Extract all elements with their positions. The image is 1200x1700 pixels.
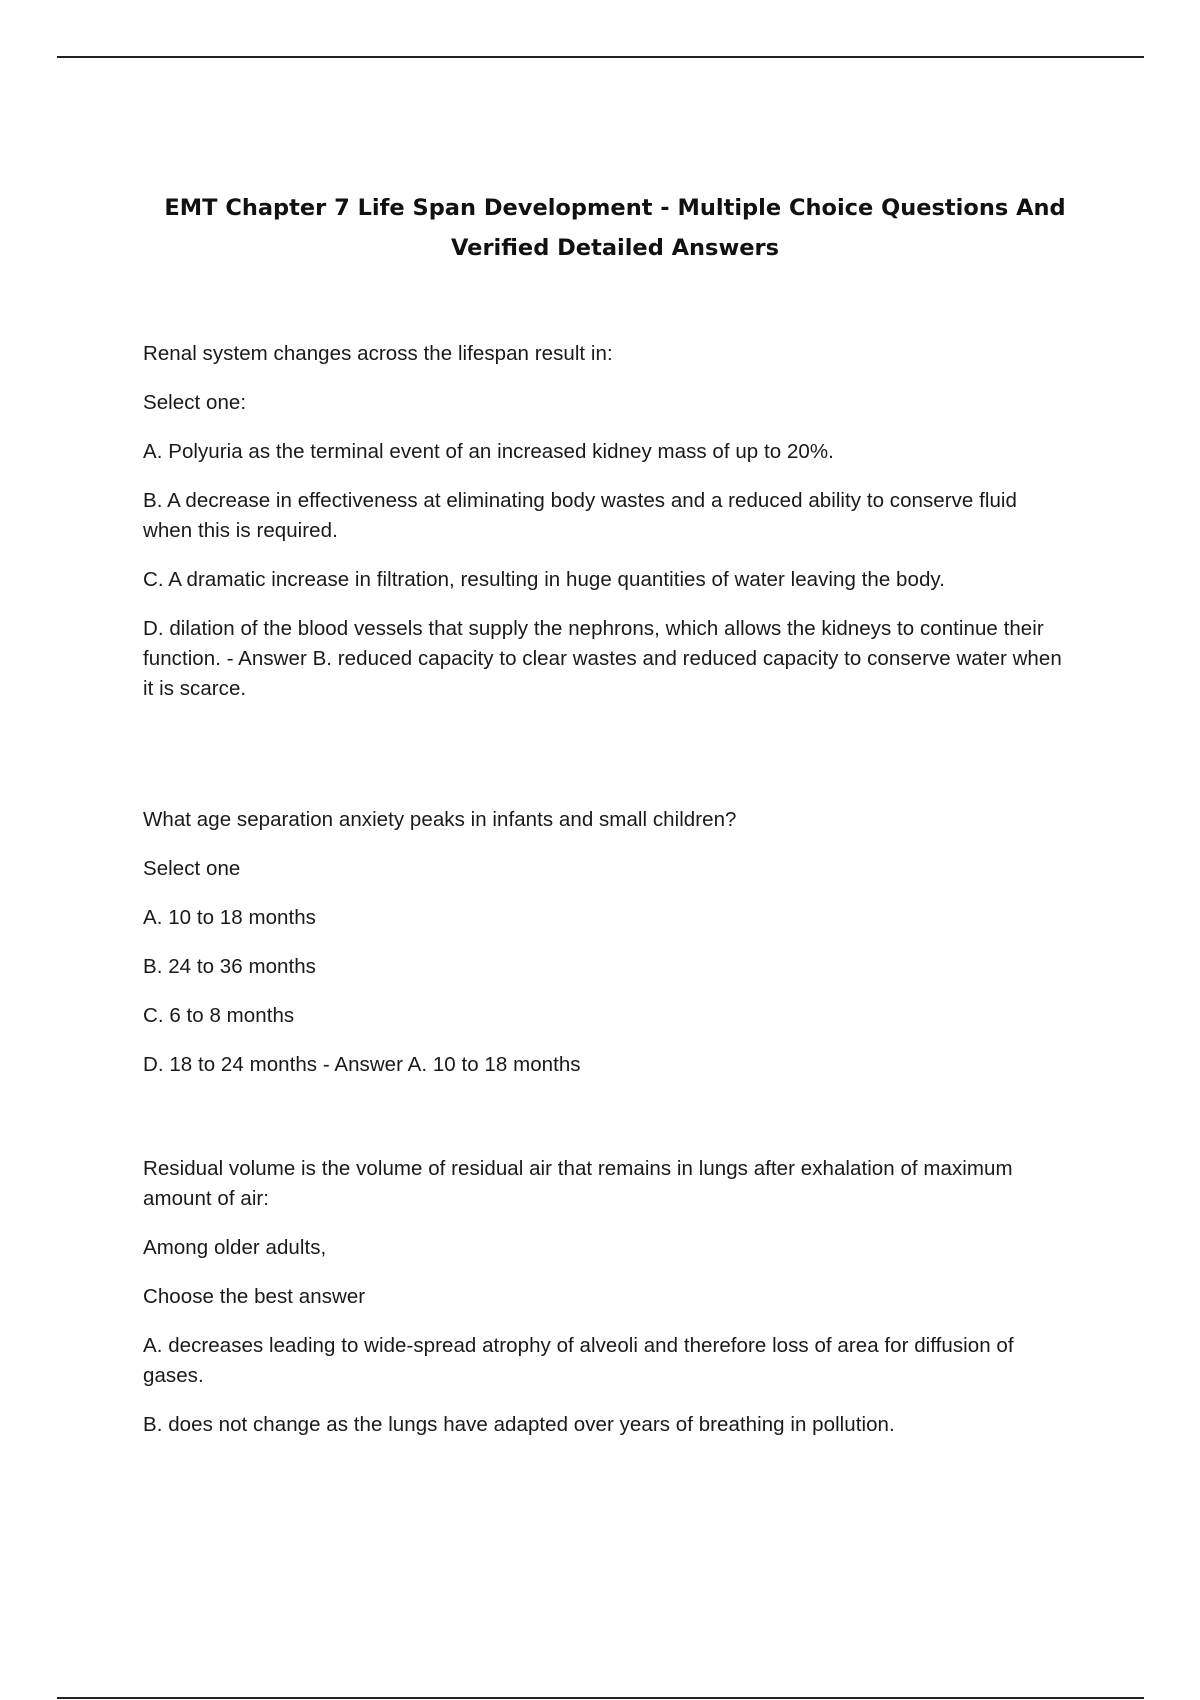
answer-option-b: B. 24 to 36 months (143, 955, 316, 978)
question-3 (143, 1154, 1063, 1459)
question-2 (143, 805, 1063, 1099)
answer-option-b: B. does not change as the lungs have adapted over years of breathing in pollution. (143, 1413, 895, 1436)
answer-option-a: A. 10 to 18 months (143, 906, 316, 929)
answer-option-d: D. 18 to 24 months - Answer A. 10 to 18 months (143, 1053, 581, 1076)
answer-option-c: C. 6 to 8 months (143, 1004, 295, 1027)
answer-option-b: B. A decrease in effectiveness at eliminating body wastes and a reduced ability to conserve fluid when this is required. (143, 489, 1017, 542)
question-prompt: Renal system changes across the lifespan result in: (143, 342, 613, 365)
question-instruction: Select one: (143, 391, 247, 414)
question-1 (143, 339, 1063, 723)
answer-option-c: C. A dramatic increase in filtration, resulting in huge quantities of water leaving the body. (143, 568, 945, 591)
question-instruction: Select one (143, 857, 241, 880)
answer-option-a: A. Polyuria as the terminal event of an increased kidney mass of up to 20%. (143, 440, 834, 463)
page-title: EMT Chapter 7 Life Span Development - Multiple Choice Questions And Verified Detailed Answers (164, 195, 1066, 261)
question-prompt: What age separation anxiety peaks in infants and small children? (143, 808, 737, 831)
answer-option-a: A. decreases leading to wide-spread atrophy of alveoli and therefore loss of area for diffusion of gases. (143, 1334, 1014, 1387)
answer-option-d: D. dilation of the blood vessels that supply the nephrons, which allows the kidneys to continue their function. - Answer B. reduced capacity to clear wastes and reduced capacity to conserve water when it is scarce. (143, 617, 1062, 700)
question-context: Among older adults, (143, 1236, 327, 1259)
bottom-divider (57, 1697, 1144, 1699)
question-instruction: Choose the best answer (143, 1285, 366, 1308)
top-divider (57, 56, 1144, 58)
question-prompt: Residual volume is the volume of residual air that remains in lungs after exhalation of maximum amount of air: (143, 1157, 1013, 1210)
